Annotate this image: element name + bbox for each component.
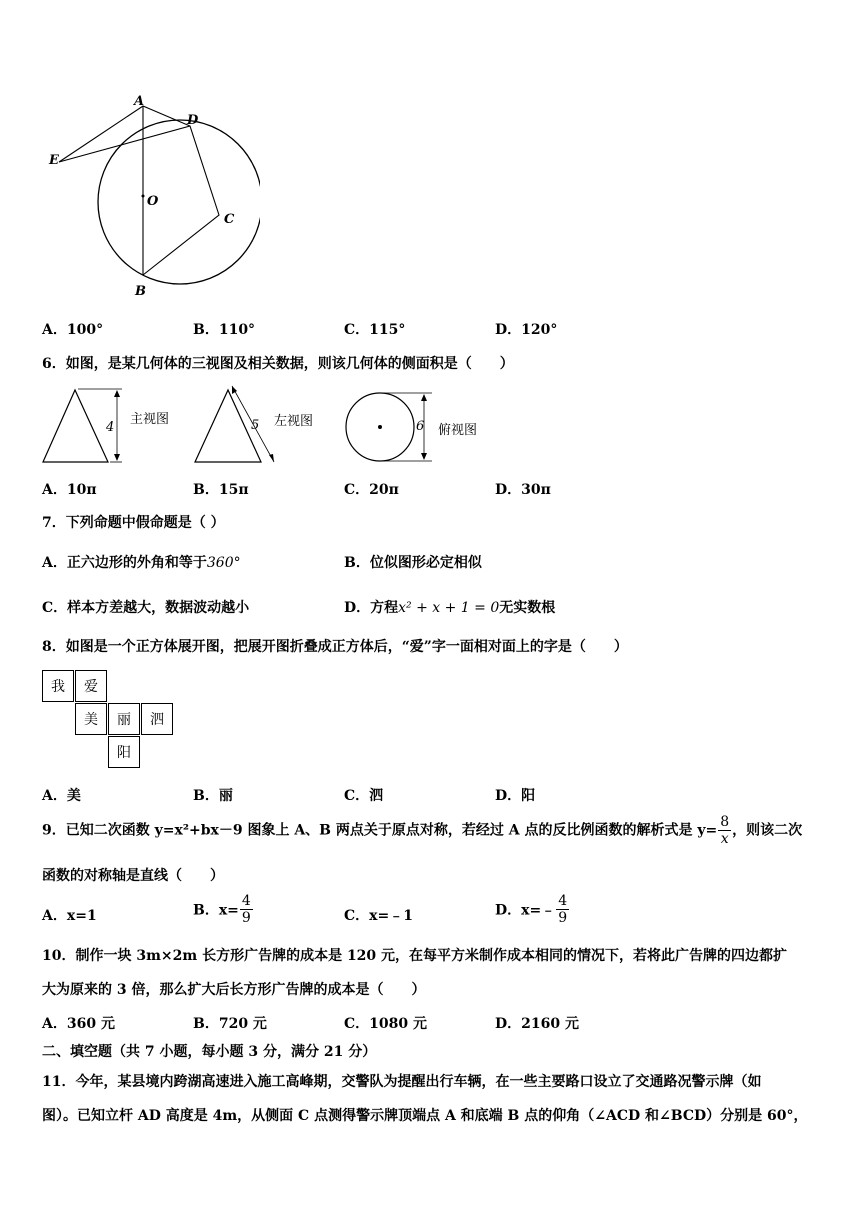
section-2-title: 二、填空题（共 7 小题，每小题 3 分，满分 21 分） bbox=[42, 1044, 377, 1060]
front-arrow-up bbox=[114, 390, 120, 397]
q5-option-b: B．110° bbox=[193, 322, 256, 338]
q5-option-a: A．100° bbox=[42, 322, 104, 338]
side-label: 左视图 bbox=[274, 414, 314, 429]
net-cell-li: 丽 bbox=[108, 703, 140, 735]
q6-option-d: D．30π bbox=[495, 482, 551, 498]
q9-fraction-den: x bbox=[720, 831, 729, 847]
q5-option-d: D．120° bbox=[495, 322, 558, 338]
q10-option-b: B．720 元 bbox=[193, 1016, 267, 1032]
circle-figure bbox=[40, 90, 260, 305]
q7-option-d-prefix: D．方程 bbox=[344, 600, 399, 616]
side-arrow-down bbox=[269, 454, 274, 462]
q9-option-c: C．x=﹣1 bbox=[344, 908, 413, 924]
q9-option-b-fraction bbox=[240, 893, 253, 926]
q9-fraction bbox=[718, 814, 731, 847]
front-label: 主视图 bbox=[130, 412, 170, 427]
q10-option-a: A．360 元 bbox=[42, 1016, 115, 1032]
q9-option-b-den: 9 bbox=[241, 910, 251, 926]
q10-line2: 大为原来的 3 倍，那么扩大后长方形广告牌的成本是（ ） bbox=[42, 982, 426, 998]
label-e: E bbox=[49, 153, 59, 168]
q9-option-b-prefix: B．x= bbox=[193, 902, 239, 919]
q7-option-d-formula: x² + x + 1 = 0 bbox=[398, 600, 500, 616]
q7-stem: 7．下列命题中假命题是（ ） bbox=[42, 515, 225, 531]
label-c: C bbox=[224, 212, 235, 227]
q8-option-b: B．丽 bbox=[193, 788, 233, 804]
q7-option-d-suffix: 无实数根 bbox=[499, 600, 556, 616]
front-view-triangle bbox=[43, 390, 108, 462]
q9-stem-line2: 函数的对称轴是直线（ ） bbox=[42, 868, 224, 884]
top-arrow-down bbox=[421, 453, 427, 460]
three-views-figure bbox=[40, 385, 500, 470]
q6-option-c: C．20π bbox=[344, 482, 399, 498]
q7-option-d bbox=[344, 597, 555, 617]
q6-option-a: A．10π bbox=[42, 482, 97, 498]
q7-option-b: B．位似图形必定相似 bbox=[344, 555, 482, 571]
q10-option-d: D．2160 元 bbox=[495, 1016, 579, 1032]
q9-option-b-num: 4 bbox=[241, 893, 251, 909]
label-b: B bbox=[135, 284, 146, 299]
q9-option-d bbox=[495, 893, 570, 926]
q8-option-a: A．美 bbox=[42, 788, 81, 804]
top-label: 俯视图 bbox=[438, 423, 478, 438]
q5-option-c: C．115° bbox=[344, 322, 406, 338]
q7-option-a-text: A．正六边形的外角和等于 bbox=[42, 555, 207, 571]
q9-option-b bbox=[193, 893, 254, 926]
net-cell-mei: 美 bbox=[75, 703, 107, 735]
q9-option-d-prefix: D．x=﹣ bbox=[495, 902, 556, 919]
q9-option-d-fraction bbox=[556, 893, 569, 926]
front-value: 4 bbox=[106, 420, 115, 435]
net-cell-yang: 阳 bbox=[108, 736, 140, 768]
q8-option-c: C．泗 bbox=[344, 788, 384, 804]
net-cell-ai: 爱 bbox=[75, 670, 107, 702]
q9-stem-part1: 9．已知二次函数 y=x²+bx－9 图象上 A、B 两点关于原点对称，若经过 A 点的反比例函数的解析式是 y= bbox=[42, 822, 718, 839]
q7-option-c: C．样本方差越大，数据波动越小 bbox=[42, 600, 250, 616]
q9-option-d-num: 4 bbox=[558, 893, 568, 909]
front-arrow-down bbox=[114, 454, 120, 461]
q11-line1: 11．今年，某县境内跨湖高速进入施工高峰期，交警队为提醒出行车辆，在一些主要路口设立了交通路况警示牌（如 bbox=[42, 1074, 762, 1090]
q9-stem-part2: ，则该二次 bbox=[732, 822, 803, 839]
q6-option-b: B．15π bbox=[193, 482, 249, 498]
q7-option-a bbox=[42, 552, 241, 572]
side-value: 5 bbox=[251, 418, 260, 433]
q10-option-c: C．1080 元 bbox=[344, 1016, 427, 1032]
q7-option-a-value: 360° bbox=[206, 555, 241, 571]
segment-ed bbox=[59, 126, 190, 162]
side-arrow-up bbox=[232, 386, 237, 394]
net-cell-si: 泗 bbox=[141, 703, 173, 735]
q9-stem-line1 bbox=[42, 814, 802, 847]
q10-line1: 10．制作一块 3m×2m 长方形广告牌的成本是 120 元，在每平方米制作成本相同的情况下，若将此广告牌的四边都扩 bbox=[42, 948, 788, 964]
q11-line2: 图）。已知立杆 AD 高度是 4m，从侧面 C 点测得警示牌顶端点 A 和底端 B 点的仰角（∠ACD 和∠BCD）分别是 60°， bbox=[42, 1108, 808, 1124]
label-d: D bbox=[187, 113, 199, 128]
q8-stem: 8．如图是一个正方体展开图，把展开图折叠成正方体后，“爱”字一面相对面上的字是（ ） bbox=[42, 639, 628, 655]
net-cell-wo: 我 bbox=[42, 670, 74, 702]
top-value: 6 bbox=[416, 419, 425, 434]
top-view-center bbox=[378, 425, 382, 429]
q9-option-d-den: 9 bbox=[558, 910, 568, 926]
q8-option-d: D．阳 bbox=[495, 788, 536, 804]
label-a: A bbox=[134, 94, 145, 109]
q6-stem: 6．如图，是某几何体的三视图及相关数据，则该几何体的侧面积是（ ） bbox=[42, 356, 514, 372]
label-o: O bbox=[147, 194, 159, 209]
q9-fraction-num: 8 bbox=[720, 814, 730, 830]
center-point bbox=[142, 195, 145, 198]
q9-option-a: A．x=1 bbox=[42, 908, 97, 924]
top-arrow-up bbox=[421, 394, 427, 401]
